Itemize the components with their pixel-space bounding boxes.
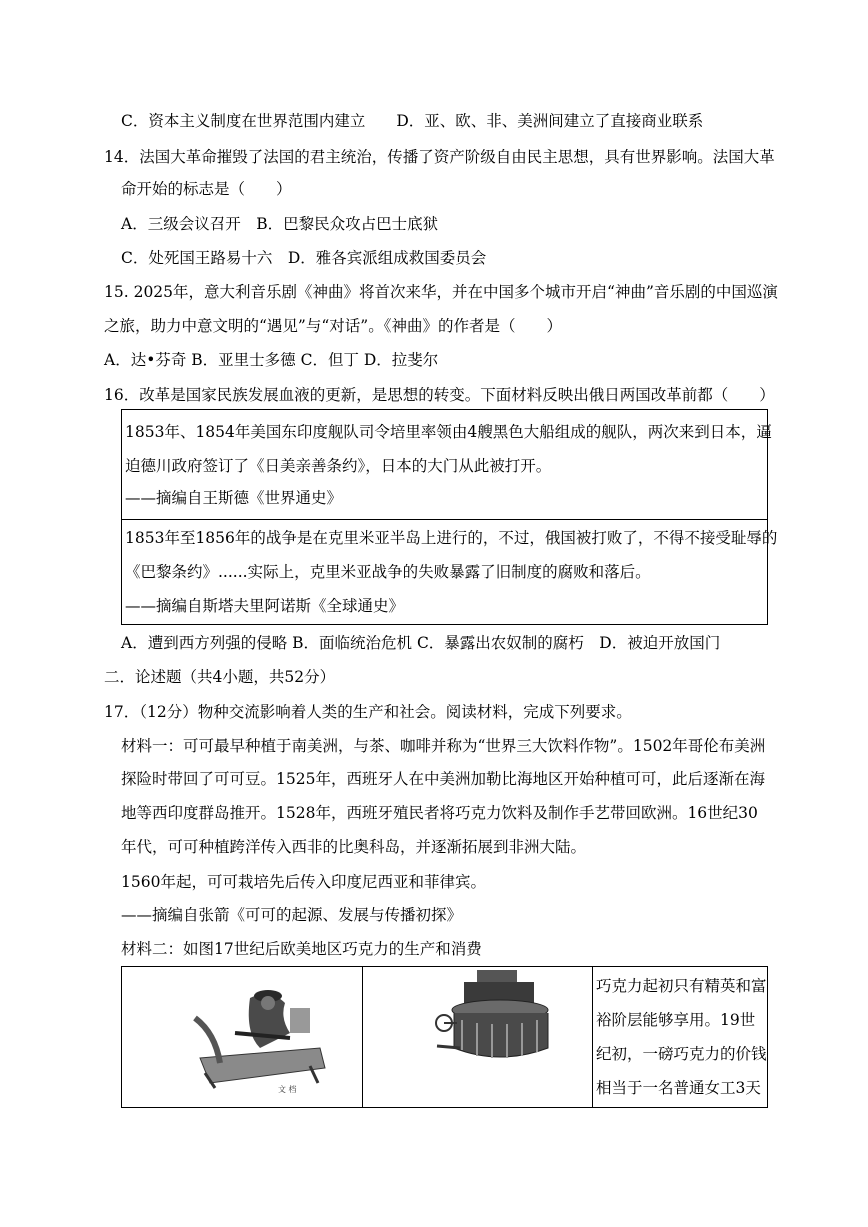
question-17-stem: 17．（12分）物种交流影响着人类的生产和社会。阅读材料，完成下列要求。 bbox=[104, 703, 632, 721]
material-1-source: ——摘编自王斯德《世界通史》 bbox=[125, 489, 343, 507]
material-1-text-cont: 迫德川政府签订了《日美亲善条约》，日本的大门从此被打开。 bbox=[125, 457, 552, 475]
figure-table-col-divider-2 bbox=[592, 966, 593, 1108]
question-14-options-ab: A．三级会议召开 B．巴黎民众攻占巴士底狱 bbox=[121, 215, 439, 233]
figure-cell-text-1: 巧克力起初只有精英和富 bbox=[596, 977, 767, 995]
material-one-line-5: 1560年起，可可栽培先后传入印度尼西亚和菲律宾。 bbox=[121, 873, 486, 891]
cacao-grinding-engraving bbox=[190, 978, 340, 1098]
figure-cell-text-2: 裕阶层能够享用。19世 bbox=[596, 1011, 756, 1029]
question-15-stem-cont: 之旅，助力中意文明的“遇见”与“对话”。《神曲》的作者是（ ） bbox=[104, 317, 562, 335]
material-2-source: ——摘编自斯塔夫里阿诺斯《全球通史》 bbox=[125, 597, 405, 615]
material-one-line-4: 年代，可可种植跨洋传入西非的比奥科岛，并逐渐拓展到非洲大陆。 bbox=[121, 838, 587, 856]
figure-cell-text-3: 纪初，一磅巧克力的价钱 bbox=[596, 1045, 767, 1063]
option-line-13cd: C．资本主义制度在世界范围内建立 D．亚、欧、非、美洲间建立了直接商业联系 bbox=[121, 112, 704, 130]
figure-table-col-divider-1 bbox=[362, 966, 363, 1108]
question-15-stem: 15. 2025年，意大利音乐剧《神曲》将首次来华，并在中国多个城市开启“神曲”音乐剧的中国巡演 bbox=[104, 283, 778, 301]
material-2-text: 1853年至1856年的战争是在克里米亚半岛上进行的，不过，俄国被打败了，不得不接受耻辱的 bbox=[125, 529, 778, 547]
question-14-options-cd: C．处死国王路易十六 D．雅各宾派组成救国委员会 bbox=[121, 249, 487, 267]
figure-cell-text-4: 相当于一名普通女工3天 bbox=[596, 1079, 761, 1097]
question-14-stem-cont: 命开始的标志是（ ） bbox=[121, 180, 292, 198]
section-2-heading: 二．论述题（共4小题，共52分） bbox=[104, 668, 336, 686]
material-one-source: ——摘编自张箭《可可的起源、发展与传播初探》 bbox=[121, 906, 463, 924]
engraving-caption: 文 档 bbox=[278, 1085, 297, 1094]
material-2-text-cont: 《巴黎条约》......实际上，克里米亚战争的失败暴露了旧制度的腐败和落后。 bbox=[125, 563, 651, 581]
question-14-stem: 14．法国大革命摧毁了法国的君主统治，传播了资产阶级自由民主思想，具有世界影响。法国大革 bbox=[104, 148, 775, 166]
material-table-divider bbox=[121, 519, 768, 520]
question-16-options: A．遭到西方列强的侵略 B．面临统治危机 C．暴露出农奴制的腐朽 D．被迫开放国门 bbox=[121, 634, 721, 652]
material-1-text: 1853年、1854年美国东印度舰队司令培里率领由4艘黑色大船组成的舰队，两次来到日本，逼 bbox=[125, 423, 772, 441]
material-two-heading: 材料二：如图17世纪后欧美地区巧克力的生产和消费 bbox=[121, 940, 482, 958]
question-16-stem: 16．改革是国家民族发展血液的更新，是思想的转变。下面材料反映出俄日两国改革前都（ ） bbox=[104, 386, 775, 404]
material-one-line-1: 材料一：可可最早种植于南美洲，与茶、咖啡并称为“世界三大饮料作物”。1502年哥伦布美洲 bbox=[121, 737, 766, 755]
material-one-line-2: 探险时带回了可可豆。1525年，西班牙人在中美洲加勒比海地区开始种植可可，此后逐渐在海 bbox=[121, 770, 765, 788]
question-15-options: A．达•芬奇 B．亚里士多德 C．但丁 D．拉斐尔 bbox=[104, 351, 439, 369]
grinding-machine-engraving bbox=[432, 968, 562, 1068]
material-one-line-3: 地等西印度群岛推开。1528年，西班牙殖民者将巧克力饮料及制作手艺带回欧洲。16世纪30 bbox=[121, 804, 758, 822]
